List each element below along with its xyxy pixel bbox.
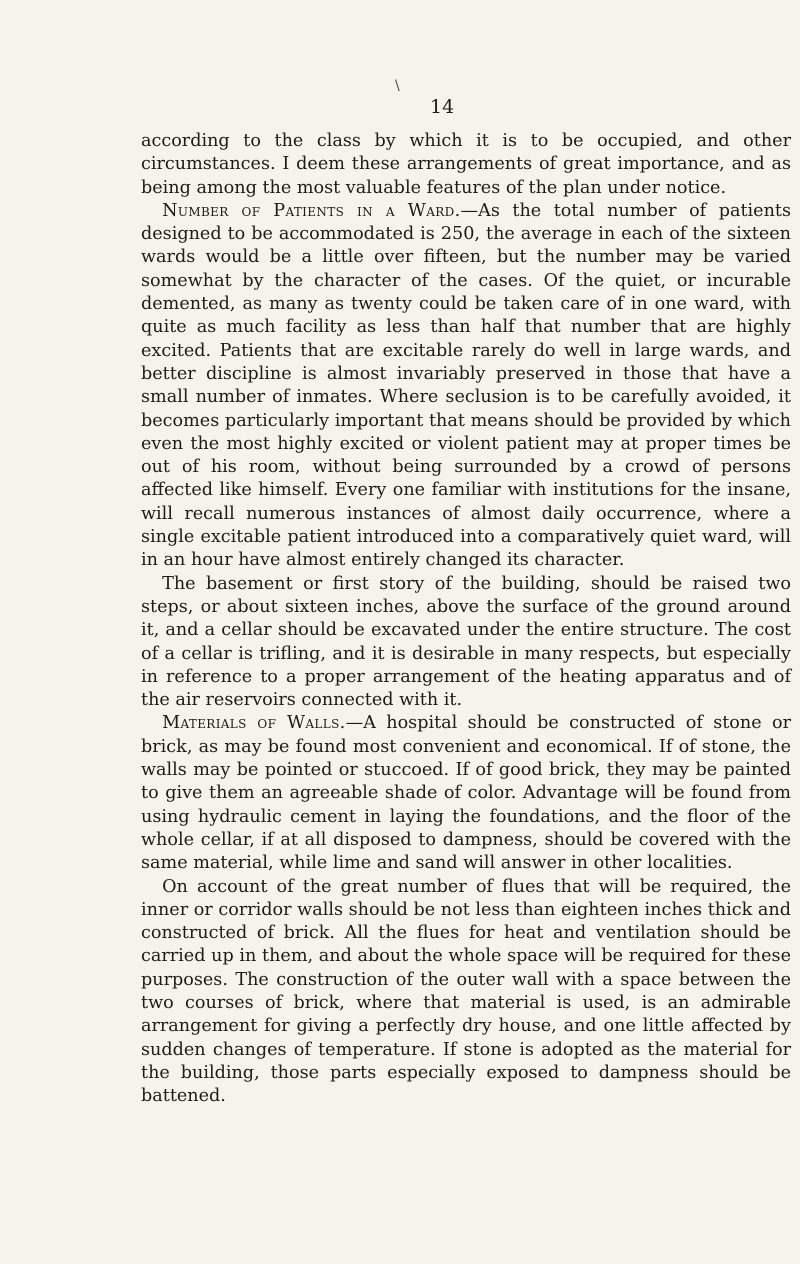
body-text (141, 130, 791, 1108)
paragraph-5 (141, 876, 791, 1109)
paragraph-5-text: On account of the great number of flues that will be required, the inner or corridor walls should be not less than eighteen inches thick and constructed of brick. All the flues for heat and ventilation should be carried up in them, and about the whole space will be required for these purposes. The construction of the outer wall with a space between the two courses of brick, where that material is used, is an admirable arrangement for giving a perfectly dry house, and one little affected by sudden changes of temperature. If stone is adopted as the material for the building, those parts especially exposed to dampness should be battened. (141, 876, 791, 1107)
paragraph-2 (141, 200, 791, 573)
paragraph-3 (141, 573, 791, 713)
stray-mark: \ (395, 78, 400, 94)
paragraph-1 (141, 130, 791, 200)
paragraph-4 (141, 712, 791, 875)
paragraph-1-text: according to the class by which it is to be occupied, and other circumstances. I deem these arrangements of great importance, and as being among the most valuable features of the plan under notice. (141, 131, 791, 198)
paragraph-4-text: —A hospital should be constructed of stone or brick, as may be found most convenient and economical. If of stone, the walls may be pointed or stuccoed. If of good brick, they may be painted to give them an agreeable shade of color. Advantage will be found from using hydraulic cement in laying the foundations, and the floor of the whole cellar, if at all disposed to dampness, should be covered with the same material, while lime and sand will answer in other localities. (141, 713, 791, 874)
paragraph-2-text: —As the total number of patients designed to be accommodated is 250, the average in each of the sixteen wards would be a little over fifteen, but the number may be varied somewhat by the character of the cases. Of the quiet, or incurable demented, as many as twenty could be taken care of in one ward, with quite as much facility as less than half that number that are highly excited. Patients that are excitable rarely do well in large wards, and better discipline is almost invariably preserved in those that have a small number of inmates. Where seclusion is to be carefully avoided, it becomes particularly important that means should be provided by which even the most highly excited or violent patient may at proper times be out of his room, without being surrounded by a crowd of persons affected like himself. Every one familiar with institutions for the insane, will recall numerous instances of almost daily occurrence, where a single excitable patient introduced into a comparatively quiet ward, will in an hour have almost entirely changed its character. (141, 200, 791, 571)
page-number: 14 (430, 96, 455, 118)
paragraph-3-text: The basement or first story of the building, should be raised two steps, or about sixteen inches, above the surface of the ground around it, and a cellar should be excavated under the entire structure. The cost of a cellar is trifling, and it is desirable in many respects, but especially in reference to a proper arrangement of the heating apparatus and of the air reservoirs connected with it. (141, 573, 791, 711)
section-heading-materials: Materials of Walls. (162, 713, 346, 734)
section-heading-patients: Number of Patients in a Ward. (162, 200, 461, 221)
